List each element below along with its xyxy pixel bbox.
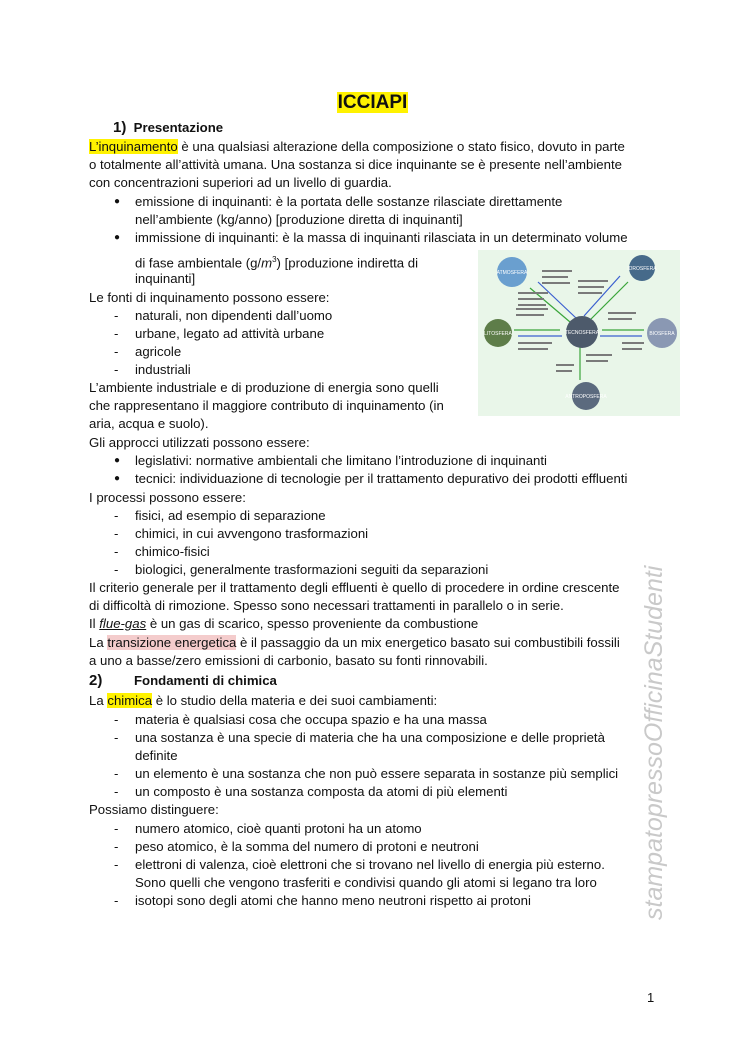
dash-marker: - (114, 839, 119, 854)
list-item: naturali, non dipendenti dall’uomo (135, 308, 333, 323)
diagram-svg (478, 250, 680, 416)
text-line: Sono quelli che vengono trasferiti e condivisi quando gli atomi si legano tra loro (135, 875, 597, 890)
dash-marker: - (114, 308, 119, 323)
list-item: peso atomico, è la somma del numero di protoni e neutroni (135, 839, 479, 854)
text-line: a uno a basse/zero emissioni di carbonio, basato su fonti rinnovabili. (89, 653, 488, 668)
paragraph-chimica: La chimica è lo studio della materia e dei suoi cambiamenti: (89, 693, 438, 708)
text-line: o totalmente all’attività umana. Una sostanza si dice inquinante se è presente nell’ambiente (89, 157, 622, 172)
dash-marker: - (114, 508, 119, 523)
dash-marker: - (114, 544, 119, 559)
fonti-intro: Le fonti di inquinamento possono essere: (89, 290, 330, 305)
environment-spheres-diagram (478, 250, 680, 416)
dash-marker: - (114, 362, 119, 377)
dash-marker: - (114, 893, 119, 908)
section-2-heading: 2) Fondamenti di chimica (89, 672, 277, 689)
paragraph-inquinamento: L’inquinamento è una qualsiasi alterazione della composizione o stato fisico, dovuto in parte (89, 139, 625, 154)
dash-marker: - (114, 526, 119, 541)
list-item: elettroni di valenza, cioè elettroni che si trovano nel livello di energia più esterno. (135, 857, 605, 872)
dash-marker: - (114, 821, 119, 836)
bullet-dot: ● (114, 455, 121, 466)
distinguere-intro: Possiamo distinguere: (89, 802, 219, 817)
section-1-heading: 1) Presentazione (113, 119, 224, 136)
list-item: chimici, in cui avvengono trasformazioni (135, 526, 369, 541)
list-item: un composto è una sostanza composta da atomi di più elementi (135, 784, 508, 799)
text-line: L’ambiente industriale e di produzione di energia sono quelli (89, 380, 439, 395)
flue-gas-line: Il flue-gas è un gas di scarico, spesso proveniente da combustione (89, 616, 479, 631)
text-line: definite (135, 748, 178, 763)
dash-marker: - (114, 562, 119, 577)
list-item: biologici, generalmente trasformazioni seguiti da separazioni (135, 562, 489, 577)
list-item: industriali (135, 362, 191, 377)
text-line: con concentrazioni superiori ad un livello di guardia. (89, 175, 392, 190)
list-item: un elemento è una sostanza che non può essere separata in sostanze più semplici (135, 766, 619, 781)
text-line: di difficoltà di rimozione. Spesso sono necessari trattamenti in parallelo o in serie. (89, 598, 564, 613)
transizione-line: La transizione energetica è il passaggio da un mix energetico basato sui combustibili fossili (89, 635, 620, 650)
tecnosfera-label: TECNOSFERA (564, 330, 600, 336)
list-item: numero atomico, cioè quanti protoni ha un atomo (135, 821, 422, 836)
text-line: inquinanti] (135, 271, 196, 286)
litosfera-label: LITOSFERA (484, 331, 512, 337)
dash-marker: - (114, 784, 119, 799)
text-line: che rappresentano il maggiore contributo di inquinamento (in (89, 398, 444, 413)
list-item: agricole (135, 344, 182, 359)
list-item: materia è qualsiasi cosa che occupa spazio e ha una massa (135, 712, 487, 727)
bullet-dot: ● (114, 196, 121, 207)
bullet-emissione: emissione di inquinanti: è la portata delle sostanze rilasciate direttamente (135, 194, 563, 209)
processi-intro: I processi possono essere: (89, 490, 246, 505)
list-item: chimico-fisici (135, 544, 210, 559)
antroposfera-label: ANTROPOSFERA (565, 394, 607, 400)
dash-marker: - (114, 344, 119, 359)
atmosfera-label: ATMOSFERA (496, 270, 528, 276)
text-line: di fase ambientale $(g/m^3)$ [produzione indiretta di (135, 255, 419, 271)
list-item: legislativi: normative ambientali che limitano l’introduzione di inquinanti (135, 453, 547, 468)
list-item: una sostanza è una specie di materia che ha una composizione e delle proprietà (135, 730, 605, 745)
list-item: fisici, ad esempio di separazione (135, 508, 326, 523)
text-line: Il criterio generale per il trattamento degli effluenti è quello di procedere in ordine crescente (89, 580, 620, 595)
document-title: ICCIAPI (337, 92, 408, 113)
list-item: urbane, legato ad attività urbane (135, 326, 325, 341)
text-line: aria, acqua e suolo). (89, 416, 209, 431)
dash-marker: - (114, 766, 119, 781)
bullet-immissione: immissione di inquinanti: è la massa di inquinanti rilasciata in un determinato volume (135, 230, 628, 245)
page-number: 1 (647, 990, 655, 1005)
list-item: isotopi sono degli atomi che hanno meno neutroni rispetto ai protoni (135, 893, 531, 908)
dash-marker: - (114, 326, 119, 341)
dash-marker: - (114, 712, 119, 727)
text-line: nell’ambiente (kg/anno) [produzione diretta di inquinanti] (135, 212, 463, 227)
bullet-dot: ● (114, 232, 121, 243)
idrosfera-label: IDROSFERA (627, 266, 657, 272)
watermark: stampatopressoOfficinaStudenti (640, 565, 668, 920)
bullet-dot: ● (114, 473, 121, 484)
approcci-intro: Gli approcci utilizzati possono essere: (89, 435, 310, 450)
dash-marker: - (114, 857, 119, 872)
dash-marker: - (114, 730, 119, 745)
biosfera-label: BIOSFERA (649, 331, 675, 337)
list-item: tecnici: individuazione di tecnologie per il trattamento depurativo dei prodotti effluenti (135, 471, 628, 486)
